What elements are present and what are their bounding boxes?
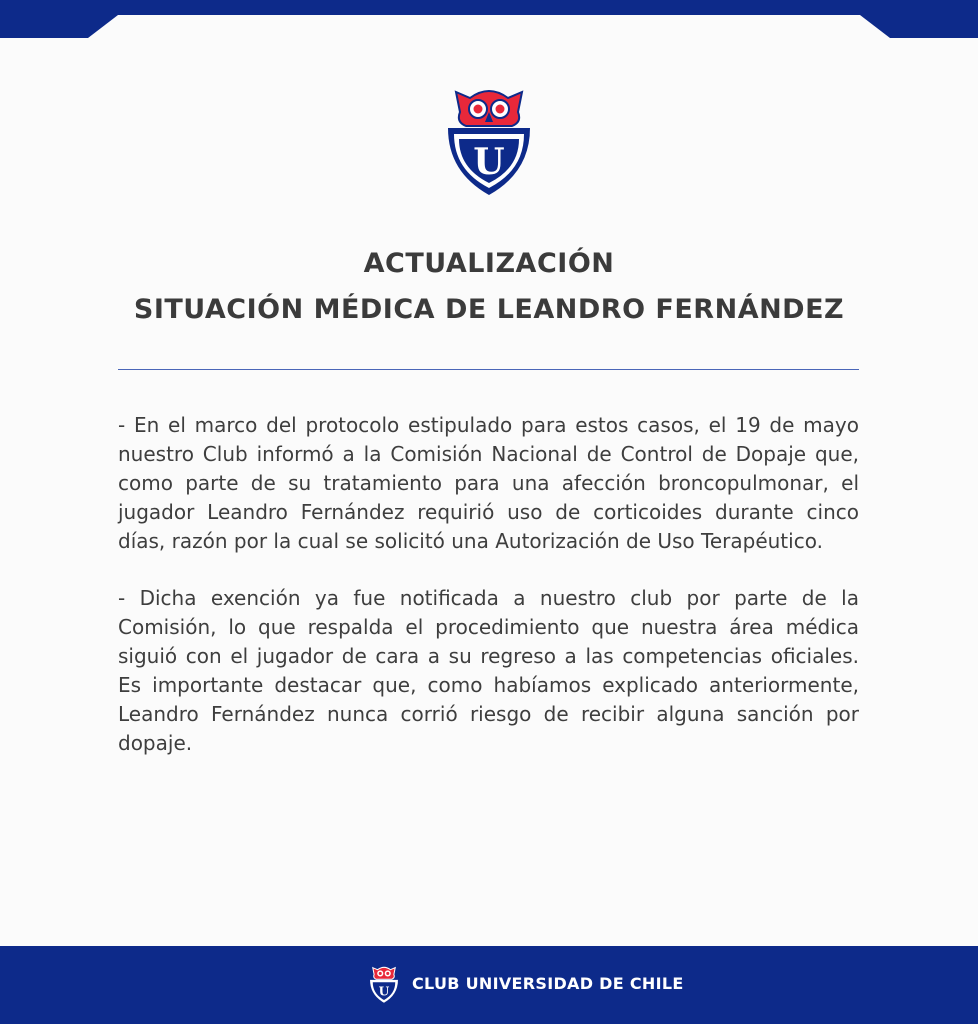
statement-paragraph-2: - Dicha exención ya fue notificada a nuestro club por parte de la Comisión, lo que respalda el procedimiento que nuestra área médica siguió con el jugador de cara a su regreso a las competencias oficiales. Es importante destacar que, como habíamos explicado anteriormente, Leandro Fernández nunca corrió riesgo de recibir alguna sanción por dopaje. — [118, 586, 859, 755]
club-crest-icon — [442, 82, 536, 198]
svg-text:U: U — [473, 141, 505, 183]
footer-crest-icon — [368, 963, 400, 1005]
divider — [118, 369, 859, 370]
title-line-2: SITUACIÓN MÉDICA DE LEANDRO FERNÁNDEZ — [133, 294, 845, 325]
top-band-notch — [88, 15, 890, 38]
title-line-1: ACTUALIZACIÓN — [363, 248, 615, 279]
svg-text:U: U — [378, 983, 390, 999]
footer-club-name: CLUB UNIVERSIDAD DE CHILE — [412, 974, 684, 993]
statement-paragraph-1: - En el marco del protocolo estipulado para estos casos, el 19 de mayo nuestro Club informó a la Comisión Nacional de Control de Dopaje que, como parte de su tratamiento para una afección broncopulmonar, el jugador Leandro Fernández requirió uso de corticoides durante cinco días, razón por la cual se solicitó una Autorización de Uso Terapéutico. — [118, 413, 859, 553]
